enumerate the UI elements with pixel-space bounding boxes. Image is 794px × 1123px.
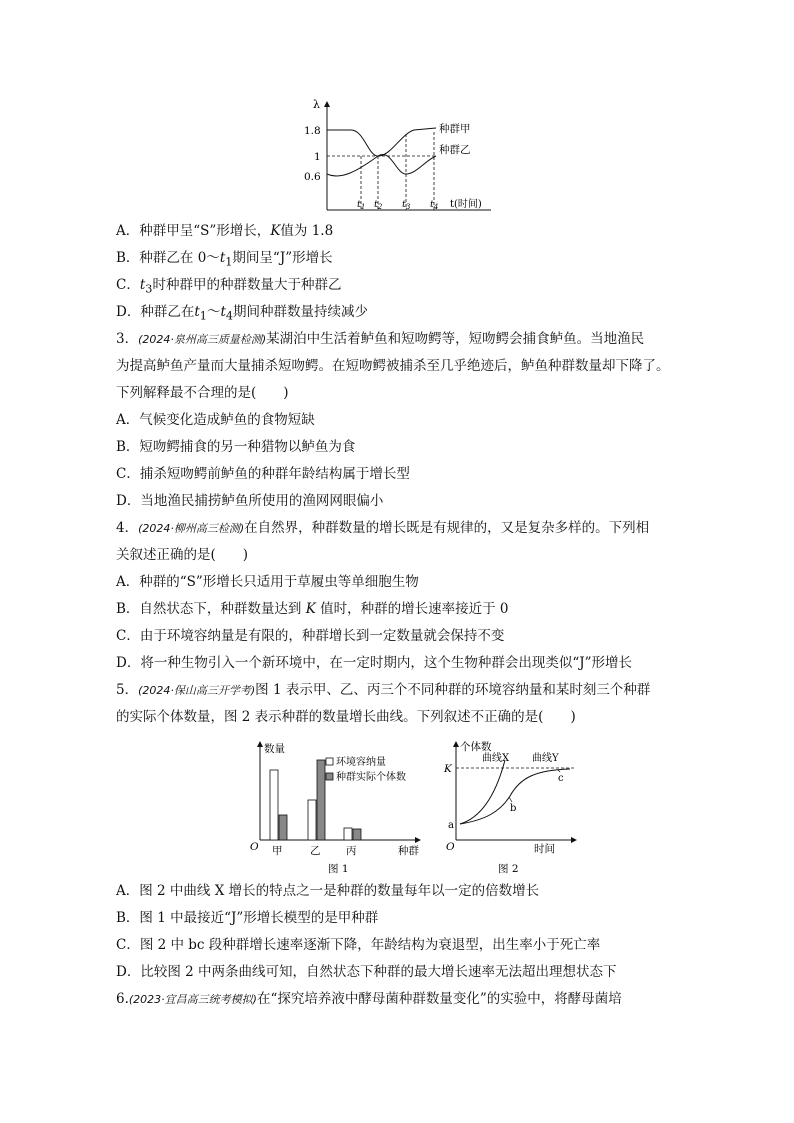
fig2-curve-y-label: 曲线Y: [532, 753, 559, 764]
fig1-category-label: 甲: [272, 845, 283, 857]
fig1-bar-丙-capacity: [344, 828, 352, 840]
fig2-point-a: a: [448, 820, 454, 831]
lambda-x-tick-t4: $t_4$: [430, 199, 439, 211]
q5-option-a: A．图 2 中曲线 X 增长的特点之一是种群的数量每年以一定的倍数增长: [116, 883, 540, 899]
fig2-point-b: b: [510, 803, 517, 814]
q5-stem-line2: 的实际个体数量，图 2 表示种群的数量增长曲线。下列叙述不正确的是( ): [116, 709, 576, 725]
lambda-label-a: 种群甲: [439, 123, 471, 135]
q3-stem-line2: 为提高鲈鱼产量而大量捕杀短吻鳄。在短吻鳄被捕杀至几乎绝迹后，鲈鱼种群数量却下降了。: [116, 358, 670, 374]
lambda-x-tick-t1: $t_1$: [357, 199, 366, 211]
q5-stem-line1: 5．(2024·保山高三开学考)图 1 表示甲、乙、丙三个不同种群的环境容纳量和某时刻三个种群: [116, 682, 651, 698]
q3-option-d: D．当地渔民捕捞鲈鱼所使用的渔网网眼偏小: [116, 493, 384, 509]
fig1-y-label: 数量: [264, 743, 285, 755]
lambda-x-tick-t2: $t_2$: [374, 199, 383, 211]
q4-stem-line2: 关叙述正确的是( ): [116, 547, 249, 563]
q4-option-c: C．由于环境容纳量是有限的，种群增长到一定数量就会保持不变: [116, 628, 505, 644]
q6-stem: 6.(2023·宜昌高三统考模拟)在“探究培养液中酵母菌种群数量变化”的实验中，将酵母菌培: [116, 991, 622, 1007]
fig1-category-label: 丙: [346, 845, 357, 857]
q5-option-d: D．比较图 2 中两条曲线可知，自然状态下种群的最大增长速率无法超出理想状态下: [116, 964, 617, 980]
fig1-bar-乙-actual: [317, 760, 325, 840]
fig2-pointer-c: [558, 770, 560, 772]
lambda-x-label: t(时间): [450, 199, 482, 210]
q2-option-b: B．种群乙在 $0\sim t_1$期间呈“J”形增长: [116, 250, 333, 269]
fig1-bar-甲-actual: [279, 815, 287, 840]
q3-option-c: C．捕杀短吻鳄前鲈鱼的种群年龄结构属于增长型: [116, 466, 410, 482]
lambda-curve-a: [327, 128, 436, 156]
q5-option-c: C．图 2 中 bc 段种群增长速率逐渐下降，年龄结构为衰退型，出生率小于死亡率: [116, 937, 601, 953]
q3-option-a: A．气候变化造成鲈鱼的食物短缺: [116, 412, 315, 428]
lambda-x-tick-t3: $t_3$: [402, 199, 411, 211]
q3-stem-line1: 3．(2024·泉州高三质量检测)某湖泊中生活着鲈鱼和短吻鳄等，短吻鳄会捕食鲈鱼。当地渔民: [116, 331, 645, 347]
q4-option-b: B．自然状态下，种群数量达到 K 值时，种群的增长速率接近于 0: [116, 601, 509, 617]
fig1-caption: 图 1: [328, 863, 349, 875]
fig2-y-label: 个体数: [460, 741, 492, 753]
q2-option-a: A．种群甲呈“S”形增长，K值为 1.8: [116, 223, 334, 239]
fig1-origin: O: [250, 841, 259, 853]
fig1-legend-capacity: 环境容纳量: [336, 757, 386, 768]
lambda-y-label: λ: [313, 98, 320, 111]
lambda-figure: [296, 96, 506, 216]
q4-option-a: A．种群的“S”形增长只适用于草履虫等单细胞生物: [116, 574, 419, 590]
lambda-tick-0.6: 0.6: [304, 171, 321, 183]
q3-stem-line3: 下列解释最不合理的是( ): [116, 385, 289, 401]
q2-option-c: C．$t_3$时种群甲的种群数量大于种群乙: [116, 277, 342, 296]
q3-option-b: B．短吻鳄捕食的另一种猎物以鲈鱼为食: [116, 439, 356, 455]
fig1-category-label: 乙: [310, 845, 321, 857]
fig1-bar-乙-capacity: [308, 800, 316, 840]
q4-stem-line1: 4．(2024·柳州高三检测)在自然界，种群数量的增长既是有规律的，又是复杂多样的。下列相: [116, 520, 650, 536]
fig1-legend-swatch-capacity: [326, 758, 333, 765]
fig2-growth-curves: [440, 738, 580, 876]
fig1-legend-actual: 种群实际个体数: [336, 772, 406, 783]
fig1-bar-丙-actual: [353, 829, 361, 840]
fig2-curve-x-label: 曲线X: [482, 753, 510, 764]
lambda-curve-b: [327, 154, 436, 176]
fig2-caption: 图 2: [498, 863, 519, 875]
fig1-bar-chart: [248, 738, 438, 876]
fig2-curve-y: [460, 769, 570, 824]
fig1-bar-甲-capacity: [270, 770, 278, 840]
lambda-label-b: 种群乙: [439, 144, 471, 156]
q2-option-d: D．种群乙在$t_1\sim t_4$期间种群数量持续减少: [116, 304, 369, 323]
q5-option-b: B．图 1 中最接近“J”形增长模型的是甲种群: [116, 910, 379, 926]
fig2-origin: O: [446, 841, 455, 853]
fig2-pointer-b: [509, 797, 512, 802]
q4-option-d: D．将一种生物引入一个新环境中，在一定时期内，这个生物种群会出现类似“J”形增长: [116, 655, 633, 671]
lambda-tick-1: 1: [314, 151, 321, 163]
fig1-x-label: 种群: [398, 845, 419, 857]
fig2-point-c: c: [558, 773, 564, 784]
lambda-tick-1.8: 1.8: [304, 125, 321, 137]
fig2-x-label: 时间: [534, 843, 555, 855]
fig1-legend-swatch-actual: [326, 773, 333, 780]
fig2-curve-x: [460, 760, 505, 824]
fig2-k-label: K: [444, 763, 452, 775]
